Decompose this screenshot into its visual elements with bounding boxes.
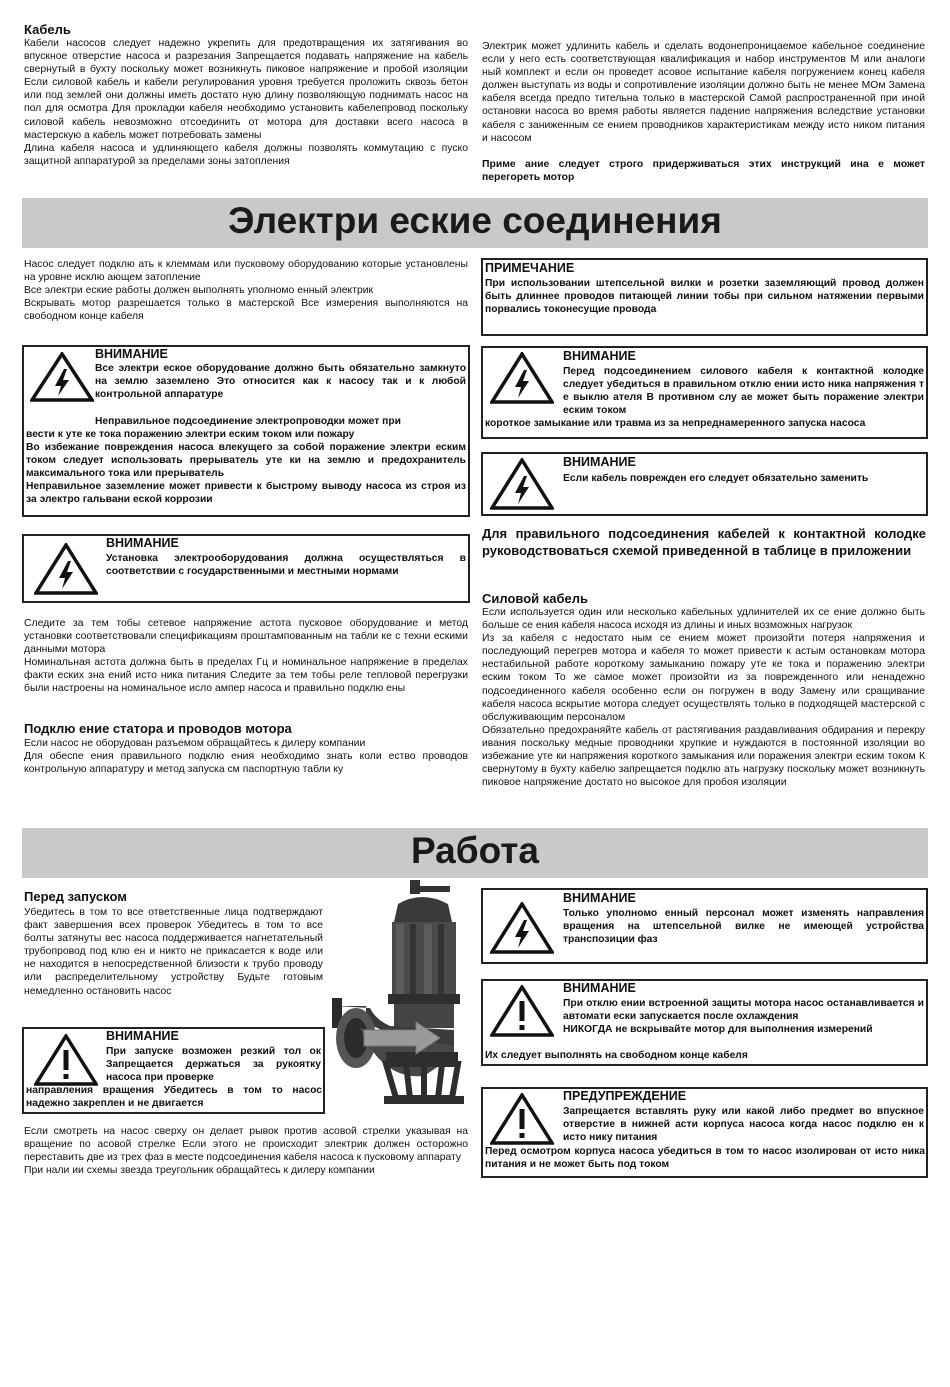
banner-electrical: Электри еские соединения xyxy=(22,198,928,248)
warning-box-disconnect xyxy=(481,346,928,439)
warning-text: Только уполномо енный персонал может изменять направления вращения на штепсельной вилке не имеющей устройства транспозиции фаз xyxy=(563,908,924,945)
lightning-warning-icon xyxy=(490,902,554,954)
warning-box-start-jerk xyxy=(22,1027,325,1114)
warning-text: направления вращения Убедитесь в том то насос надежно закреплен и не двигается xyxy=(26,1085,322,1109)
cable-left-text: Кабели насосов следует надежно укрепить для предотвращения их затягивания во впускное отверстие насоса и разрезания Запрещается подавать напряжение на кабель свернутый в бухту поскольку может возникнуть пиковое напряжение и пробой изоляции Если силовой кабель и кабели регулирования уровня требуется проложить сквозь бетон или под землей они должны иметь достато ную длину позволяющую поднимать насос на пол для осмотра Для прокладки кабеля необходимо установить кабелепровод поскольку силовой кабель невозможно отсоединить от мотора для доставки всего насоса в мастерскую а кабель может потребовать замены Длина кабеля насоса и удлиняющего кабеля должны позволять коммутацию с пуско защитной аппаратурой за пределами зоны затопления xyxy=(24,38,468,167)
stator-text: Если насос не оборудован разъемом обращайтесь к дилеру компании Для обеспе ения правильного подклю ения необходимо знать коли ество проводов контрольную аппаратуру и метод запуска см паспортную табли ку xyxy=(24,738,468,776)
mains-text: Следите за тем тобы сетевое напряжение астота пусковое оборудование и метод установки соответствовали спецификациям проштампованным на табли ке с техни ескими данными мотора Номинальная астота должна быть в пределах Гц и номинальное напряжение в пределах факти еских зна ений исто ника питания Следите за тем тобы реле тепловой перегрузки были настроены на номинальное исло ампер насоса и правильно подклю ены xyxy=(24,618,468,695)
exclamation-warning-icon xyxy=(490,985,554,1037)
warning-text: вести к уте ке тока поражению электри еским током или пожару Во избежание повреждения насоса влекущего за собой поражение электри еским током следует использовать прерыватель уте ки на землю и предохранитель максимального тока или прерыватель Неправильное заземление может привести к быстрому выводу насоса из строя из за электро гальвани еской коррозии xyxy=(26,429,466,505)
stator-heading: Подклю ение статора и проводов мотора xyxy=(24,721,292,736)
rotation-text: Если смотреть на насос сверху он делает рывок против асовой стрелки указывая на вращение по асовой стрелке Если этого не происходит электрик должен осторожно переставить две из трех фаз в месте подсоединения кабеля насоса к пусковому аппарату При нали ии схемы звезда треугольник обращайтесь к дилеру компании xyxy=(24,1126,468,1177)
warning-box-thermal-protection xyxy=(481,979,928,1066)
before-start-heading: Перед запуском xyxy=(24,889,127,904)
warning-box-damaged-cable xyxy=(481,452,928,516)
warning-text: Неправильное подсоединение электропроводки может при xyxy=(95,416,401,427)
note-text: При использовании штепсельной вилки и розетки заземляющий провод должен быть длиннее проводов питающей линии тобы при сильном натяжении первыми порвались токонесущие провода xyxy=(485,278,924,315)
warning-title: ВНИМАНИЕ xyxy=(106,536,179,550)
warning-text: Если кабель поврежден его следует обязательно заменить xyxy=(563,473,869,484)
warning-box-inlet xyxy=(481,1087,928,1178)
warning-title: ВНИМАНИЕ xyxy=(563,349,636,363)
note-title: ПРИМЕЧАНИЕ xyxy=(485,261,575,275)
warning-text: Установка электрооборудования должна осуществляться в соответствии с государственными и местными нормами xyxy=(106,553,466,577)
warning-box-grounding xyxy=(22,345,470,517)
cable-right-text: Электрик может удлинить кабель и сделать водонепроницаемое кабельное соединение если у него есть соответствующая квалификация и набор инструментов M или аналоги ный комплект и если он проведет асовое испытание кабеля погружением конец кабеля должен выступать из воды и сопротивление изоляции должно быть не менее МОм Замена кабеля всегда предпо тительна только в мастерской Самой распространенной при иной остановки насоса во время работы является падение напряжения вследствие установки кабеля с заниженным се ением проводников характеристикам между исто ником питания и насосом xyxy=(482,41,925,144)
lightning-warning-icon xyxy=(34,543,98,595)
cable-heading: Кабель xyxy=(24,22,71,37)
warning-text: Их следует выполнять на свободном конце кабеля xyxy=(485,1050,748,1061)
cable-right-note: Приме ание следует строго придерживаться этих инструкций ина е может перегореть мотор xyxy=(482,159,925,184)
exclamation-warning-icon xyxy=(490,1093,554,1145)
before-start-text: Убедитесь в том то все ответственные лица подтверждают факт завершения всех проверок Убедитесь в том то все болты затянуты вес насоса поддерживается нагнетательный трубопровод под клю ен и никто не прикасается к воде или не находится в непосредственной близости к трубо проводу или распределительному устройству Будьте готовым немедленно остановить насос xyxy=(24,907,323,997)
lightning-warning-icon xyxy=(490,458,554,510)
warning-text: При запуске возможен резкий тол ок Запрещается держаться за рукоятку насоса при проверке xyxy=(106,1046,321,1083)
warning-title: ВНИМАНИЕ xyxy=(563,891,636,905)
warning-title: ВНИМАНИЕ xyxy=(563,455,636,469)
wiring-heading: Для правильного подсоединения кабелей к контактной колодке руководствоваться схемой приведенной в таблице в приложении xyxy=(482,526,926,558)
banner-work: Работа xyxy=(22,828,928,878)
exclamation-warning-icon xyxy=(34,1034,98,1086)
warning-text: Перед подсоединением силового кабеля к контактной колодке следует убедиться в правильном отклю ении исто ника напряжения т е выклю ателя В противном слу ае может быть поражение электри еским током xyxy=(563,366,924,416)
power-cable-text: Если используется один или несколько кабельных удлинителей их се ение должно быть больше се ения кабеля насоса исходя из длины и иных возможных нагрузок Из за кабеля с недостато ным се ением может произойти потеря напряжения и последующий перегрев мотора и кабеля то может привести к астым остановкам мотора нестабильной работе короткому замыканию пожару уте ке тока и поражению электри еским током То же самое может произойти из за поврежденного или ненадежно подсоединенного кабеля особенно если он погружен в воду Замену или сращивание кабеля насоса вскрытие мотора следует осуществлять только в подходящей мастерской с обслуживающим персоналом Обязательно предохраняйте кабель от растягивания раздавливания обдирания и перекру ивания поскольку медные проводники хрупкие и нуждаются в постоянной изоляции во избежание уте ки напряжения короткого замыкания или поражения электри еским током К свернутому в бухту кабелю запрещается подклю ать нагрузку поскольку может возникнуть пиковое напряжение достато но высокое для пробоя изоляции xyxy=(482,607,925,789)
note-box xyxy=(481,258,928,336)
warning-title: ВНИМАНИЕ xyxy=(563,981,636,995)
electrical-intro: Насос следует подклю ать к клеммам или пусковому оборудованию которые установлены на уровне исклю ающем затопление Все электри еские работы должен выполнять уполномо енный электрик Вскрывать мотор разрешается только в мастерской Все измерения выполняются на свободном конце кабеля xyxy=(24,259,468,323)
lightning-warning-icon xyxy=(30,352,94,402)
warning-title: ВНИМАНИЕ xyxy=(106,1029,179,1043)
warning-title: ПРЕДУПРЕЖДЕНИЕ xyxy=(563,1089,687,1103)
warning-title: ВНИМАНИЕ xyxy=(95,347,168,361)
warning-box-rotation-plug xyxy=(481,888,928,964)
power-cable-heading: Силовой кабель xyxy=(482,591,589,606)
pump-illustration xyxy=(330,880,475,1105)
warning-text: Перед осмотром корпуса насоса убедиться в том то насос изолирован от исто ника питания и не может быть под током xyxy=(485,1146,925,1170)
warning-text: Запрещается вставлять руку или какой либо предмет во впускное отверстие в нижней асти корпуса насоса когда насос подклю ен к исто нику питания xyxy=(563,1106,924,1143)
warning-box-standards xyxy=(22,534,470,603)
warning-text: При отклю ении встроенной защиты мотора насос останавливается и автомати ески запускается после охлаждения НИКОГДА не вскрывайте мотор для выполнения измерений xyxy=(563,998,924,1035)
lightning-warning-icon xyxy=(490,352,554,404)
warning-text: Все электри еское оборудование должно быть обязательно замкнуто на землю заземлено Это относится как к насосу так и к любой контрольной аппаратуре xyxy=(95,363,466,400)
warning-text: короткое замыкание или травма из за непреднамеренного запуска насоса xyxy=(485,418,866,429)
